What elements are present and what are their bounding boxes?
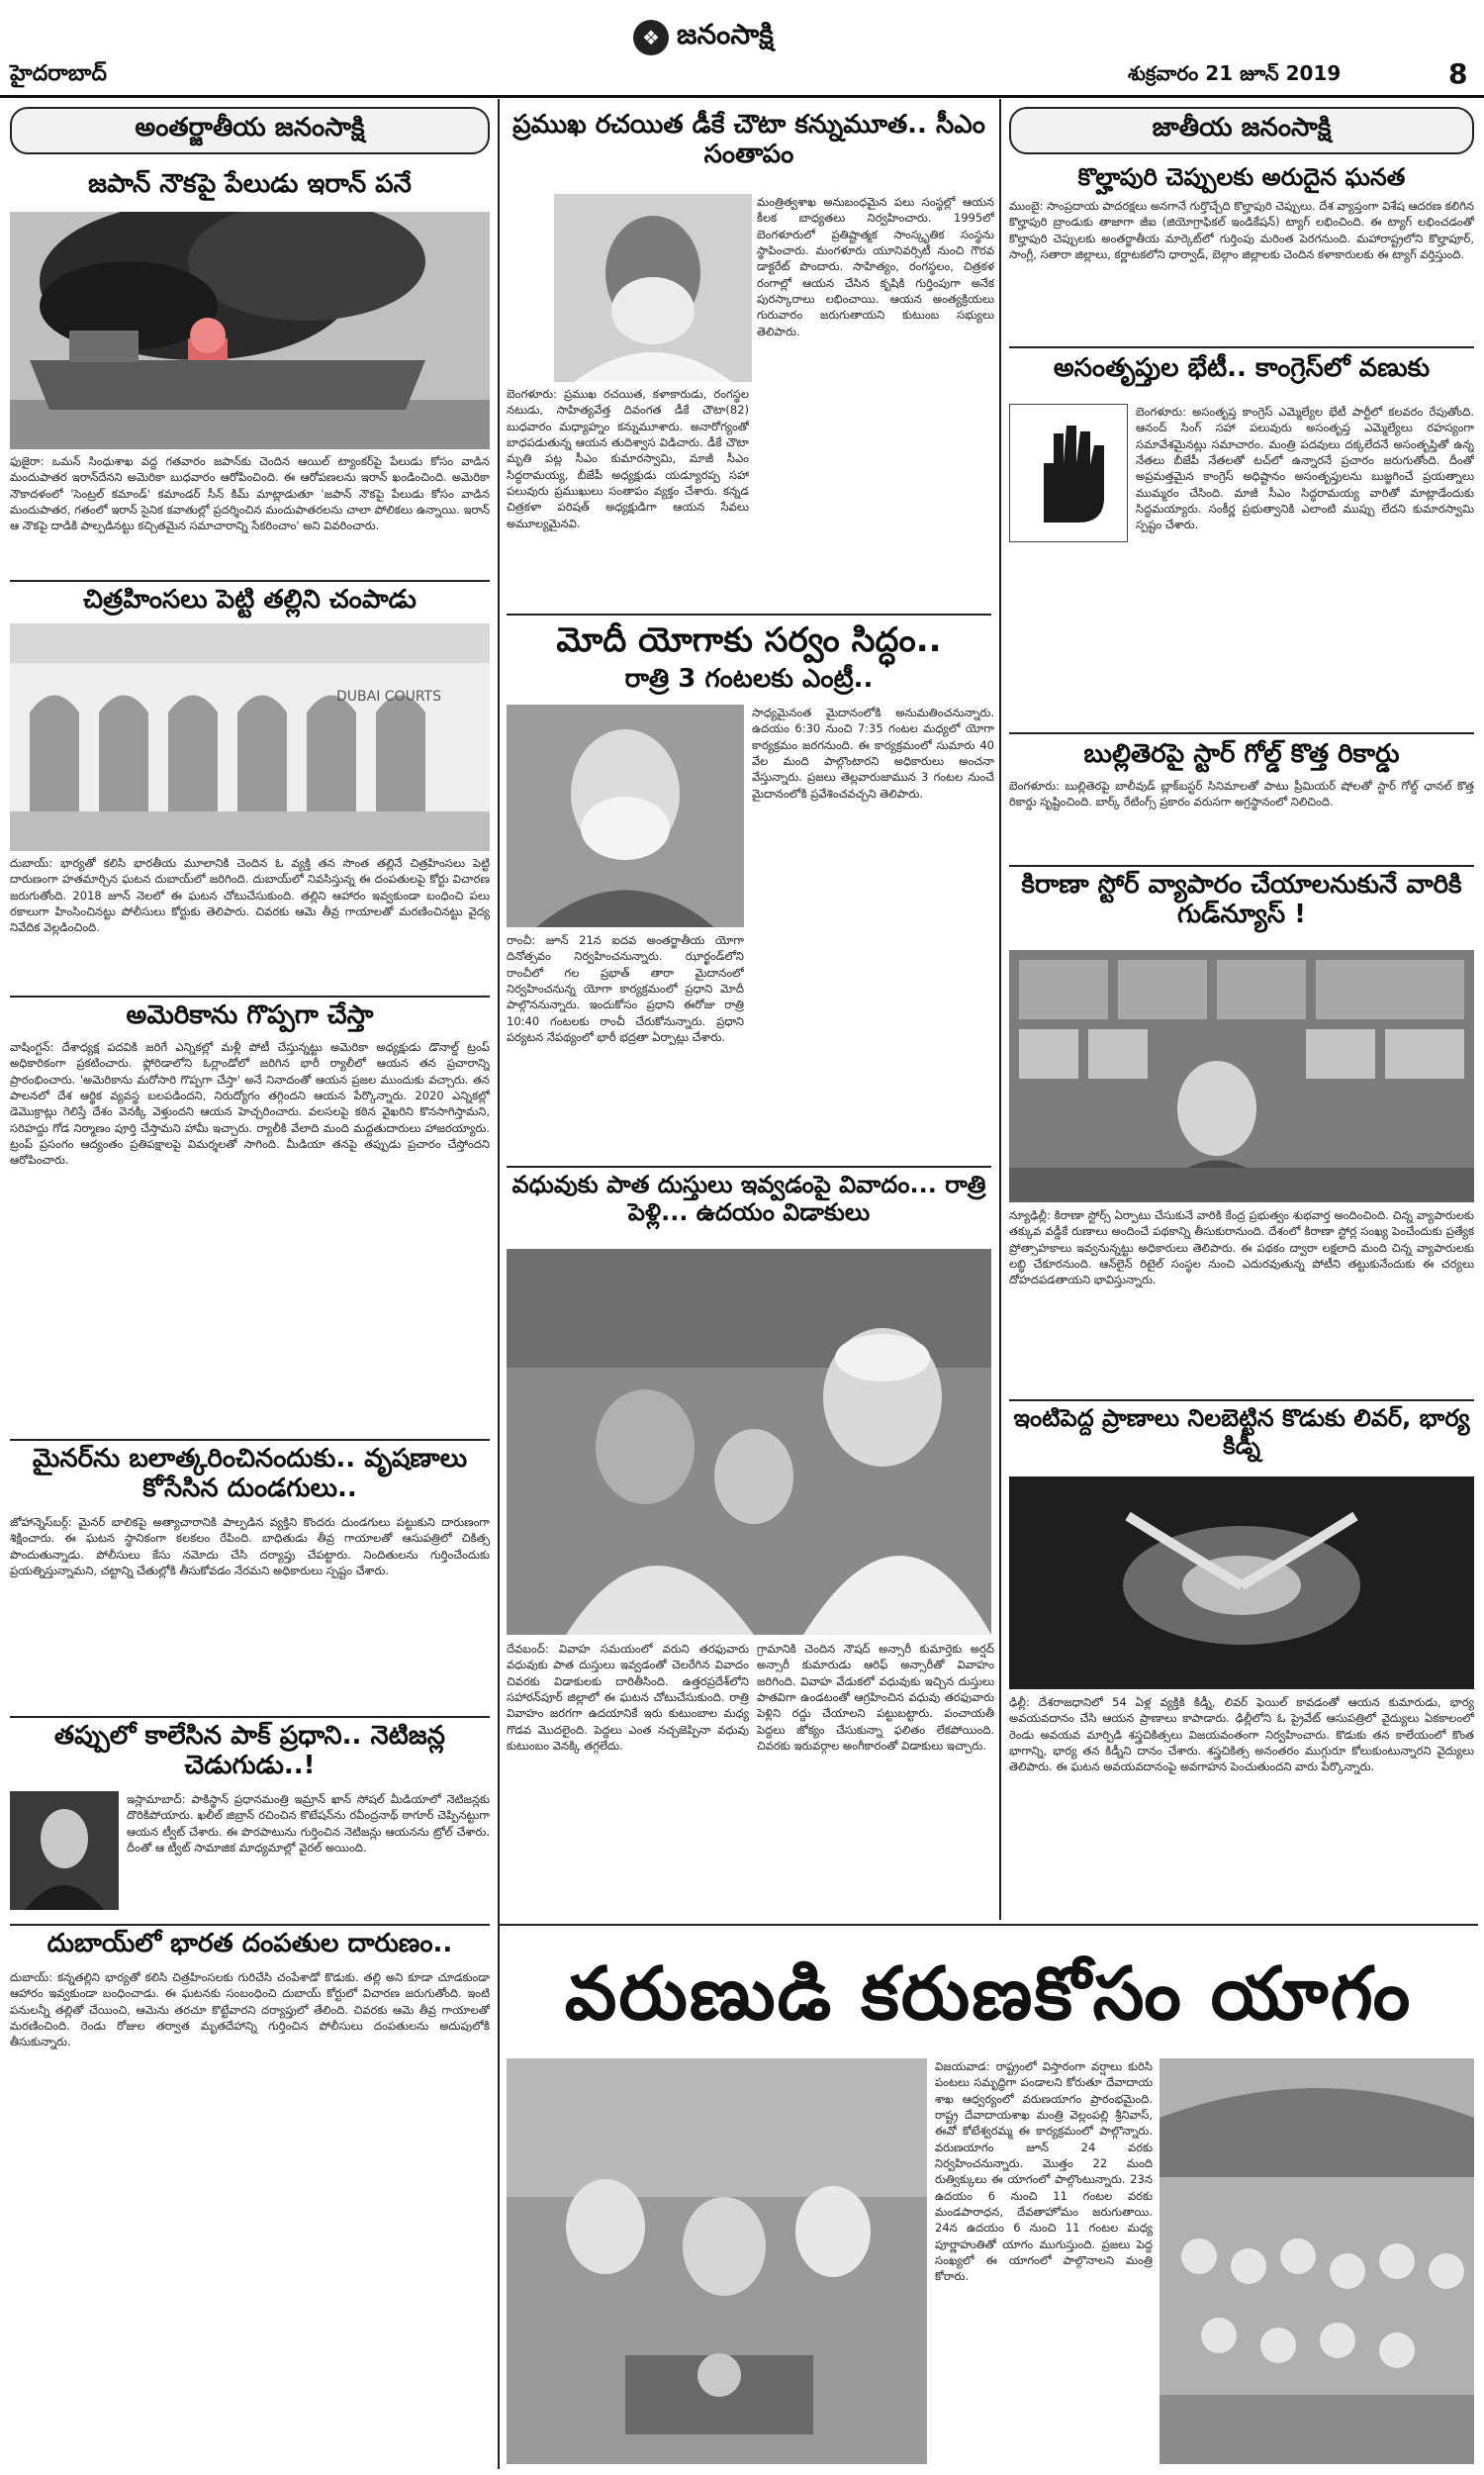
divider xyxy=(1009,732,1474,734)
masthead-rule xyxy=(0,95,1484,98)
kolhapuri-headline: కొల్హాపురి చెప్పులకు అరుదైన ఘనత xyxy=(1077,163,1406,191)
pak-body: ఇస్లామాబాద్: పాకిస్థాన్ ప్రధానమంత్రి ఇమ్రాన్ ఖాన్ సోషల్ మీడియాలో నెటిజన్లకు దొరికిపోయారు. ఖలీల్ జిబ్రాన్ రచించిన కొటేషన్‌ను రవీంద్రనాథ్ ఠాగూర్ చెప్పినట్టుగా ఆయన ట్వీట్ చేశారు. ఈ పొరపాటును గుర్తించిన నెటిజన్లు ఆయనను ట్రోల్ చేశారు. దీంతో ఆ ట్వీట్ సామాజిక మాధ్యమాల్లో వైరల్ అయింది. xyxy=(127,1792,490,1855)
divider xyxy=(507,1166,991,1168)
bride-headline: వధువుకు పాత దుస్తులు ఇవ్వడంపై వివాదం... రాత్రి పెళ్లి... ఉదయం విడాకులు xyxy=(511,1171,986,1226)
kirana-store-photo xyxy=(1009,950,1474,1202)
dubai-courts-sign: DUBAI COURTS xyxy=(336,689,441,705)
yagam-photo-right xyxy=(1159,2058,1474,2464)
kirana-body: న్యూఢిల్లీ: కిరాణా స్టోర్స్ ఏర్పాటు చేసుకునే వారికి కేంద్ర ప్రభుత్వం శుభవార్త అందించింది. చిన్న వ్యాపారులకు తక్కువ వడ్డీకే రుణాలు అందించే పథకాన్ని తీసుకురానుంది. దేశంలో కిరాణా స్టోర్ల సంఖ్య పెంచేందుకు ప్రత్యేక ప్రోత్సాహకాలు ఇవ్వనున్నట్టు అధికారులు తెలిపారు. ఈ పథకం ద్వారా లక్షలాది మంది చిన్న వ్యాపారులకు లబ్ధి చేకూరనుంది. ఆన్‌లైన్ రిటైల్ సంస్థల నుంచి ఎదురవుతున్న పోటీని తట్టుకునేందుకు ఈ చర్యలు దోహదపడతాయని భావిస్తున్నారు. xyxy=(1009,1208,1474,1287)
divider xyxy=(10,996,490,998)
yoga-headline: మోదీ యోగాకు సర్వం సిద్ధం.. xyxy=(556,620,942,660)
logo-icon: ❖ xyxy=(633,20,669,55)
divider xyxy=(10,1716,490,1718)
dk-chowta-photo xyxy=(554,194,752,382)
divider xyxy=(499,1924,1478,1926)
america-body: వాషింగ్టన్: దేశాధ్యక్ష పదవికి జరిగే ఎన్నికల్లో మళ్లీ పోటీ చేస్తున్నట్టు అమెరికా అధ్యక్షుడు డొనాల్డ్ ట్రంప్ అధికారికంగా ప్రకటించారు. ఫ్లోరిడాలోని ఓర్లాండోలో జరిగిన భారీ ర్యాలీలో ఆయన తన ప్రచారాన్ని ప్రారంభించారు. 'అమెరికాను మరోసారి గొప్పగా చేస్తా' అనే నినాదంతో ఆయన ప్రజల ముందుకు వచ్చారు. తన పాలనలో దేశ ఆర్థిక వ్యవస్థ బలపడిందని, నిరుద్యోగం తగ్గిందని ఆయన పేర్కొన్నారు. 2020 ఎన్నికల్లో డెమొక్రాట్లు గెలిస్తే దేశం వెనక్కి వెళ్తుందని ఆయన హెచ్చరించారు. వలసలపై కఠిన వైఖరిని కొనసాగిస్తామని, సరిహద్దు గోడ నిర్మాణం పూర్తి చేస్తామని హామీ ఇచ్చారు. ర్యాలీకి వేలాది మంది మద్దతుదారులు హాజరయ్యారు. ట్రంప్ ప్రసంగం ఆద్యంతం ప్రతిపక్షాలపై విమర్శలతో సాగింది. మీడియా తనపై తప్పుడు ప్రచారం చేస్తోందని ఆరోపించారు. xyxy=(10,1040,490,1168)
masthead-date: శుక్రవారం 21 జూన్ 2019 xyxy=(1128,61,1342,85)
divider xyxy=(10,580,490,582)
divider xyxy=(10,1439,490,1441)
minor-headline: మైనర్‌ను బలాత్కరించినందుకు.. వృషణాలు కోసేసిన దుండగులు.. xyxy=(32,1444,468,1503)
wedding-dispute-photo xyxy=(507,1249,991,1635)
yoga-body-right: సాధ్యమైనంత మైదానంలోకి అనుమతించనున్నారు. ఉదయం 6:30 నుంచి 7:35 గంటల మధ్యలో యోగా కార్యక్రమం జరగనుంది. ఈ కార్యక్రమంలో సుమారు 40 వేల మంది పాల్గొంటారని అధికారులు అంచనా వేస్తున్నారు. ప్రజలు తెల్లవారుజామున 3 గంటల నుంచే మైదానంలోకి ప్రవేశించవచ్చని తెలిపారు. xyxy=(752,706,994,801)
column-rule-left xyxy=(498,99,500,2469)
bulli-body: బెంగళూరు: బుల్లితెరపై బాలీవుడ్ బ్లాక్‌బస్టర్ సినిమాలతో పాటు ప్రీమియర్ షోలతో స్టార్ గోల్డ్ ఛానల్ కొత్త రికార్డు సృష్టించింది. బార్క్ రేటింగ్స్ ప్రకారం వరుసగా అగ్రస్థానంలో నిలిచింది. xyxy=(1009,779,1474,809)
yoga-subheadline: రాత్రి 3 గంటలకు ఎంట్రీ.. xyxy=(624,664,874,694)
bride-body-right: గ్రామానికి చెందిన నౌషద్ అన్సారీ కుమార్తెకు అర్షద్ అన్సారీ కుమారుడు ఆరిఫ్ అన్సారీతో వివాహం జరిగింది. వివాహ వేడుకలో వధువుకు ఇచ్చిన దుస్తులు పాతవిగా ఉండటంతో ఆగ్రహించిన వధువు తరఫువారు పెళ్లిని రద్దు చేయాలని పట్టుబట్టారు. పంచాయతీ పెద్దలు జోక్యం చేసుకున్నా ఫలితం లేకపోయింది. చివరకు ఇరువర్గాల అంగీకారంతో విడాకులు ఇచ్చారు. xyxy=(757,1642,994,1753)
section-national: జాతీయ జనంసాక్షి xyxy=(1009,107,1474,154)
yoga-body-left: రాంచీ: జూన్ 21న ఐదవ అంతర్జాతీయ యోగా దినోత్సవం నిర్వహించనున్నారు. ఝార్ఖండ్‌లోని రాంచీలో గల ప్రభాత్ తారా మైదానంలో నిర్వహించనున్న యోగా కార్యక్రమంలో ప్రధాని మోదీ పాల్గొననున్నారు. ఇందుకోసం ప్రధాని ఈరోజు రాత్రి 10:40 గంటలకు రాంచీ చేరుకోనున్నారు. ప్రధాని పర్యటన నేపథ్యంలో భారీ భద్రతా ఏర్పాట్లు చేశారు. xyxy=(507,933,744,1044)
congress-hand-symbol xyxy=(1009,404,1128,542)
congress-headline: అసంతృప్తుల భేటీ.. కాంగ్రెస్‌లో వణుకు xyxy=(1053,353,1431,383)
dubai-courts-photo xyxy=(10,623,490,851)
japan-ship-photo xyxy=(10,212,490,449)
minor-body: జోహాన్నెస్‌బర్గ్: మైనర్ బాలికపై అత్యాచారానికి పాల్పడిన వ్యక్తిని కొందరు దుండగులు పట్టుకుని దారుణంగా శిక్షించారు. ఈ ఘటన స్థానికంగా కలకలం రేపింది. బాధితుడు తీవ్ర గాయాలతో ఆసుపత్రిలో చికిత్స పొందుతున్నాడు. పోలీసులు కేసు నమోదు చేసి దర్యాప్తు చేపట్టారు. నిందితులను గుర్తించేందుకు ప్రయత్నిస్తున్నామని, చట్టాన్ని చేతుల్లోకి తీసుకోవడం నేరమని అధికారులు స్పష్టం చేశారు. xyxy=(10,1515,490,1577)
poet-body-left: బెంగళూరు: ప్రముఖ రచయిత, కళాకారుడు, రంగస్థల నటుడు, సాహిత్యవేత్త దివంగత డీకే చౌటా(82) బుధవారం మధ్యాహ్నం కన్నుమూశారు. అనారోగ్యంతో బాధపడుతున్న ఆయన తుదిశ్వాస విడిచారు. డీకే చౌటా మృతి పట్ల సీఎం కుమారస్వామి, మాజీ సీఎం సిద్ధరామయ్య, బీజేపీ అధ్యక్షుడు యడ్యూరప్ప సహా పలువురు ప్రముఖులు సంతాపం వ్యక్తం చేశారు. కన్నడ చిత్రకళా పరిషత్ అధ్యక్షుడిగా ఆయన సేవలు అమూల్యమైనవి. xyxy=(507,387,749,530)
section-international: అంతర్జాతీయ జనంసాక్షి xyxy=(10,107,490,154)
masthead-city: హైదరాబాద్ xyxy=(10,61,107,86)
poet-body-right: మంత్రిత్వశాఖ అనుబంధమైన పలు సంస్థల్లో ఆయన కీలక బాధ్యతలు నిర్వహించారు. 1995లో బెంగళూరులో ప్రతిష్టాత్మక సాంస్కృతిక సంస్థను స్థాపించారు. మంగళూరు యూనివర్సిటీ నుంచి గౌరవ డాక్టరేట్ పొందారు. సాహిత్యం, రంగస్థలం, చిత్రకళ రంగాల్లో ఆయన చేసిన కృషికి గుర్తింపుగా అనేక పురస్కారాలు లభించాయి. ఆయన అంత్యక్రియలు గురువారం జరుగుతాయని కుటుంబ సభ్యులు తెలిపారు. xyxy=(757,195,994,338)
bulli-headline: బుల్లితెరపై స్టార్ గోల్డ్ కొత్త రికార్డు xyxy=(1083,739,1400,769)
congress-body: బెంగళూరు: అసంతృప్త కాంగ్రెస్ ఎమ్మెల్యేల భేటీ పార్టీలో కలవరం రేపుతోంది. ఆనంద్ సింగ్ సహా పలువురు అసంతృప్త ఎమ్మెల్యేలు రహస్యంగా సమావేశమైనట్లు సమాచారం. మంత్రి పదవులు దక్కలేదనే అసంతృప్తితో ఉన్న నేతలు బీజేపీ నేతలతో టచ్‌లో ఉన్నారనే ప్రచారం జరుగుతోంది. దీంతో అప్రమత్తమైన కాంగ్రెస్ అధిష్టానం అసంతృప్తులను బుజ్జగించే ప్రయత్నాలు ముమ్మరం చేసింది. మాజీ సీఎం సిద్ధరామయ్య వారితో మాట్లాడేందుకు సిద్ధమయ్యారు. సంకీర్ణ ప్రభుత్వానికి ఎలాంటి ముప్పు లేదని కుమారస్వామి స్పష్టం చేశారు. xyxy=(1136,405,1474,532)
dubai-body: దుబాయ్: భార్యతో కలిసి భారతీయ మూలానికి చెందిన ఓ వ్యక్తి తన సొంత తల్లినే చిత్రహింసలు పెట్టి దారుణంగా హతమార్చిన ఘటన దుబాయ్‌లో జరిగింది. దుబాయ్‌లో నివసిస్తున్న ఈ దంపతులపై కోర్టు విచారణ జరుగుతోంది. 2018 జూన్ నెలలో ఈ ఘటన చోటుచేసుకుంది. తల్లిని ఆహారం ఇవ్వకుండా బంధించి పలు రకాలుగా హింసించినట్టు పోలీసులు కోర్టుకు తెలిపారు. చివరకు ఆమె తీవ్ర గాయాలతో మరణించినట్టు వైద్య నివేదిక వెల్లడించింది. xyxy=(10,856,490,935)
america-headline: అమెరికాను గొప్పగా చేస్తా xyxy=(126,1000,374,1030)
liver-body: ఢిల్లీ: దేశరాజధానిలో 54 ఏళ్ల వ్యక్తికి కిడ్నీ, లివర్ ఫెయిల్ కావడంతో ఆయన కుమారుడు, భార్య అవయవదానం చేసి ఆయన ప్రాణాలు కాపాడారు. ఢిల్లీలోని ఓ ప్రైవేట్ ఆసుపత్రిలో వైద్యులు ఏకకాలంలో రెండు అవయవ మార్పిడి శస్త్రచికిత్సలు విజయవంతంగా నిర్వహించారు. కొడుకు తన కాలేయంలో కొంత భాగాన్ని, భార్య తన కిడ్నీని దానం చేశారు. శస్త్రచికిత్స అనంతరం ముగ్గురూ కోలుకుంటున్నారని వైద్యులు తెలిపారు. ఈ ఘటన అవయవదానంపై అవగాహన పెంచుతుందని వారు పేర్కొన్నారు. xyxy=(1009,1695,1474,1774)
divider xyxy=(507,614,991,616)
japan-body: ఫుజైరా: ఒమన్ సింధుశాఖ వద్ద గతవారం జపాన్‌కు చెందిన ఆయిల్ ట్యాంకర్‌పై పేలుడు కోసం వాడిన మందుపాతర ఇరాన్‌దేనని అమెరికా బుధవారం ఆరోపించింది. ఈ ఆరోపణలను ఇరాన్ ఖండించింది. అమెరికా నౌకాదళంలో 'సెంట్రల్ కమాండ్' కమాండర్ సీన్ కిమ్ మాట్లాడుతూ 'జపాన్ నౌకపై పేలుడు కోసం వాడిన మందుపాతర, గతంలో ఇరాన్ సైనిక కవాతుల్లో ప్రదర్శించిన మందుపాతరలను చాలా పోలికలు ఉన్నాయి. ఇరాన్ ఆ నౌకపై దాడికి పాల్పడినట్టు కచ్చితమైన సమాచారాన్ని సేకరించాం' అని వివరించారు. xyxy=(10,454,490,533)
page-number: 8 xyxy=(1448,57,1468,90)
masthead-logo xyxy=(633,16,851,59)
poet-headline: ప్రముఖ రచయిత డీకే చౌటా కన్నుమూత.. సీఎం సంతాపం xyxy=(512,110,985,169)
dubai2-headline: దుబాయ్‌లో భారత దంపతుల దారుణం.. xyxy=(46,1929,453,1958)
logo-text: జనంసాక్షి xyxy=(677,18,774,50)
kolhapuri-body: ముంబై: సాంప్రదాయ పాదరక్షలు అనగానే గుర్తొచ్చేది కొల్హాపురి చెప్పులు. దేశ వ్యాప్తంగా విశేష ఆదరణ కలిగిన కొల్హాపురి బ్రాండుకు తాజాగా జీఐ (జియోగ్రాఫికల్ ఇండికేషన్) ట్యాగ్ లభించింది. ఈ ట్యాగ్ లభించడంతో కొల్హాపురి చెప్పులకు అంతర్జాతీయ మార్కెట్‌లో గుర్తింపు మరింత పెరగనుంది. మహారాష్ట్రలోని కొల్హాపూర్, సాంగ్లీ, సతారా జిల్లాలు, కర్ణాటకలోని ధార్వాడ్, బెల్గాం జిల్లాలకు చెందిన కళాకారులకు ఈ ట్యాగ్ వర్తిస్తుంది. xyxy=(1009,199,1474,261)
dubai2-body: దుబాయ్: కన్నతల్లిని భార్యతో కలిసి చిత్రహింసలకు గురిచేసి చంపేశాడో కొడుకు. తల్లి అని కూడా చూడకుండా ఆహారం ఇవ్వకుండా బంధించాడు. ఈ ఘటనకు సంబంధించి దుబాయ్ కోర్టులో విచారణ జరుగుతోంది. ఇంటి పనులన్నీ తల్లితో చేయించి, ఆమెను తరచూ కొట్టేవారని దర్యాప్తులో తేలింది. చివరకు ఆమె తీవ్ర గాయాలతో మరణించింది. రెండు రోజుల తర్వాత మృతదేహాన్ని గుర్తించిన పోలీసులు దంపతులను అదుపులోకి తీసుకున్నారు. xyxy=(10,1970,490,2049)
imran-khan-photo xyxy=(10,1791,119,1910)
modi-photo xyxy=(507,705,744,927)
surgery-photo xyxy=(1009,1476,1474,1689)
masthead xyxy=(0,0,1484,90)
bride-body-left: దేవబంద్: వివాహ సమయంలో వరుని తరఫువారు వధువుకు పాత దుస్తులు ఇవ్వడంతో చెలరేగిన వివాదం చివరకు విడాకులకు దారితీసింది. ఉత్తరప్రదేశ్‌లోని సహారన్‌పూర్ జిల్లాలో ఈ ఘటన చోటుచేసుకుంది. రాత్రి వివాహం జరగగా ఉదయానికే ఇరు కుటుంబాల మధ్య గొడవ మొదలైంది. పెద్దలు ఎంత నచ్చజెప్పినా వధువు కుటుంబం వెనక్కి తగ్గలేదు. xyxy=(507,1642,749,1753)
rain-yagam-headline: వరుణుడి కరుణకోసం యాగం xyxy=(564,1951,1413,2037)
pak-headline: తప్పులో కాలేసిన పాక్ ప్రధాని.. నెటిజన్ల చెడుగుడు..! xyxy=(53,1721,446,1780)
divider xyxy=(1009,865,1474,867)
japan-headline: జపాన్ నౌకపై పేలుడు ఇరాన్ పనే xyxy=(88,169,412,199)
divider xyxy=(1009,1399,1474,1401)
column-rule-right xyxy=(999,99,1001,1920)
kirana-headline: కిరాణా స్టోర్ వ్యాపారం చేయాలనుకునే వారికి గుడ్‌న్యూస్ ! xyxy=(1021,870,1462,929)
divider xyxy=(10,1924,490,1926)
dubai-headline: చిత్రహింసలు పెట్టి తల్లిని చంపాడు xyxy=(83,585,417,615)
liver-headline: ఇంటిపెద్ద ప్రాణాలు నిలబెట్టిన కొడుకు లివర్, భార్య కిడ్నీ xyxy=(1013,1404,1470,1460)
yagam-photo-left xyxy=(507,2058,927,2464)
divider xyxy=(1009,346,1474,348)
rain-yagam-body: విజయవాడ: రాష్ట్రంలో విస్తారంగా వర్షాలు కురిసి పంటలు సమృద్ధిగా పండాలని కోరుతూ దేవాదాయ శాఖ ఆధ్వర్యంలో వరుణయాగం ప్రారంభమైంది. రాష్ట్ర దేవాదాయశాఖ మంత్రి వెల్లంపల్లి శ్రీనివాస్, ఈవో కోటేశ్వరమ్మ ఈ కార్యక్రమంలో పాల్గొన్నారు. వరుణయాగం జూన్ 24 వరకు నిర్వహించనున్నారు. మొత్తం 22 మంది రుత్విక్కులు ఈ యాగంలో పాల్గొంటున్నారు. 23న ఉదయం 6 నుంచి 11 గంటల వరకు మండపారాధన, దేవతాహోమం జరుగుతాయి. 24న ఉదయం 6 నుంచి 11 గంటల మధ్య పూర్ణాహుతితో యాగం ముగుస్తుంది. ప్రజలు పెద్ద సంఖ్యలో ఈ యాగంలో పాల్గొనాలని మంత్రి కోరారు. xyxy=(935,2059,1153,2284)
